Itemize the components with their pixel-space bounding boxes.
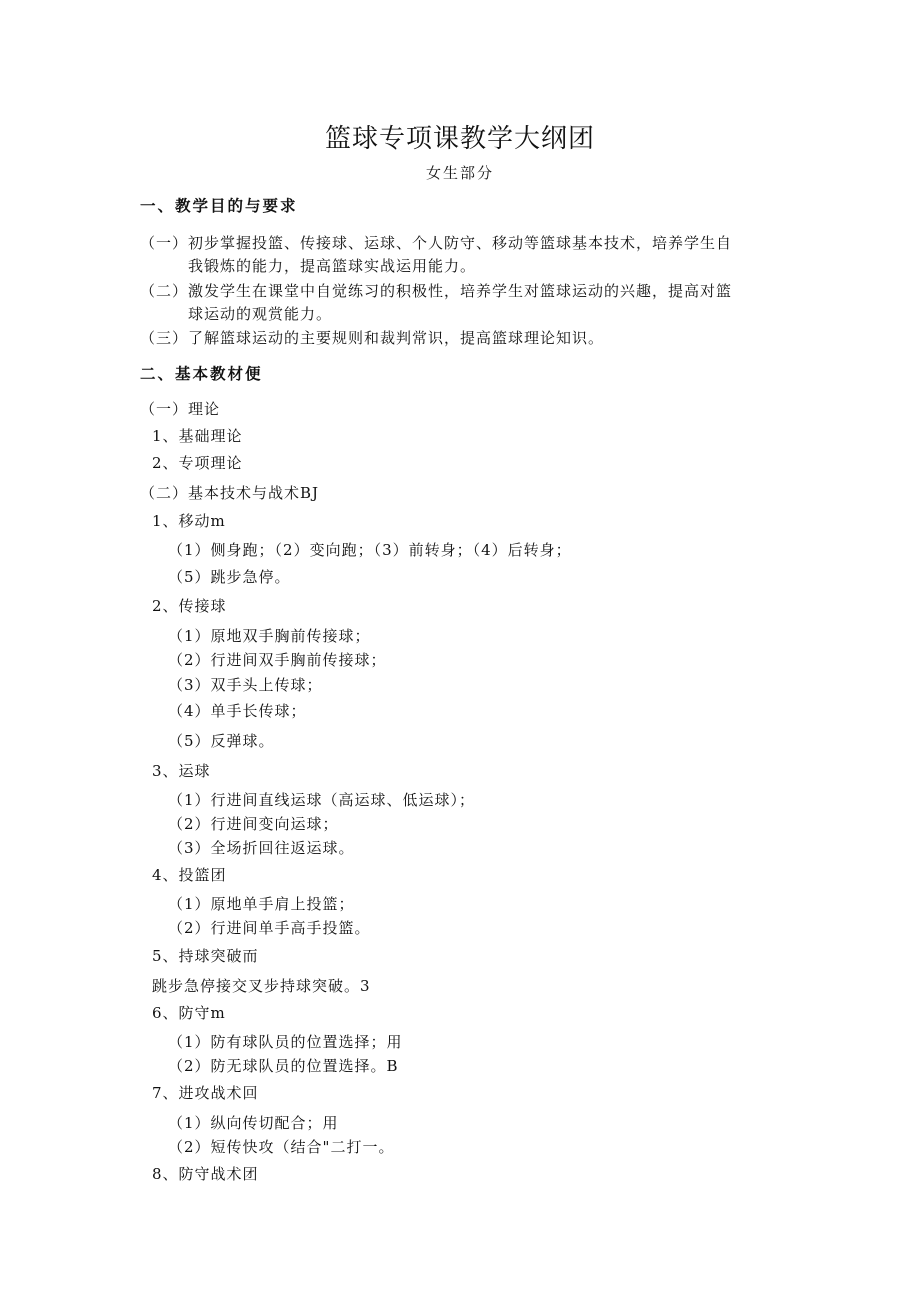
breakthrough-item-1: 跳步急停接交叉步持球突破。3 xyxy=(152,977,371,995)
theory-item-2: 2、专项理论 xyxy=(152,454,243,472)
section-heading-materials: 二、基本教材便 xyxy=(140,364,263,383)
move-items-line-1: （1）侧身跑；（2）变向跑；（3）前转身；（4）后转身； xyxy=(168,541,572,559)
dribble-item-1: （1）行进间直线运球（高运球、低运球）； xyxy=(168,791,476,809)
skill-breakthrough: 5、持球突破而 xyxy=(152,947,259,965)
defense-item-1: （1）防有球队员的位置选择；用 xyxy=(168,1033,403,1051)
pass-item-4: （4）单手长传球； xyxy=(168,702,307,720)
skill-move: 1、移动m xyxy=(152,512,226,530)
shoot-item-1: （1）原地单手肩上投篮； xyxy=(168,895,355,913)
skill-pass: 2、传接球 xyxy=(152,597,227,615)
document-subtitle: 女生部分 xyxy=(425,164,494,182)
theory-item-1: 1、基础理论 xyxy=(152,427,243,445)
shoot-item-2: （2）行进间单手高手投篮。 xyxy=(168,919,371,937)
document-title: 篮球专项课教学大纲团 xyxy=(324,124,595,154)
goal-item-2-line-1: （二）激发学生在课堂中自觉练习的积极性，培养学生对篮球运动的兴趣，提高对篮 xyxy=(140,282,733,300)
pass-item-5: （5）反弹球。 xyxy=(168,732,275,750)
dribble-item-3: （3）全场折回往返运球。 xyxy=(168,839,355,857)
pass-item-2: （2）行进间双手胸前传接球； xyxy=(168,651,387,669)
skill-defense-tactics: 8、防守战术团 xyxy=(152,1165,259,1183)
move-items-line-2: （5）跳步急停。 xyxy=(168,568,291,586)
goal-item-2-line-2: 球运动的观赏能力。 xyxy=(188,305,333,323)
skill-defense: 6、防守m xyxy=(152,1004,226,1022)
skill-dribble: 3、运球 xyxy=(152,762,211,780)
goal-item-1-line-2: 我锻炼的能力，提高篮球实战运用能力。 xyxy=(188,257,477,275)
defense-item-2: （2）防无球队员的位置选择。B xyxy=(168,1057,399,1075)
offense-item-2: （2）短传快攻（结合"二打一。 xyxy=(168,1138,395,1156)
skill-offense-tactics: 7、进攻战术回 xyxy=(152,1084,259,1102)
pass-item-3: （3）双手头上传球； xyxy=(168,676,323,694)
pass-item-1: （1）原地双手胸前传接球； xyxy=(168,627,371,645)
goal-item-3: （三）了解篮球运动的主要规则和裁判常识，提高篮球理论知识。 xyxy=(140,329,605,347)
offense-item-1: （1）纵向传切配合；用 xyxy=(168,1114,339,1132)
section-heading-goals: 一、教学目的与要求 xyxy=(140,196,298,215)
subsection-theory: （一）理论 xyxy=(140,400,221,418)
skill-shoot: 4、投篮团 xyxy=(152,866,227,884)
subsection-skills: （二）基本技术与战术BJ xyxy=(140,484,320,502)
goal-item-1-line-1: （一）初步掌握投篮、传接球、运球、个人防守、移动等篮球基本技术，培养学生自 xyxy=(140,234,733,252)
dribble-item-2: （2）行进间变向运球； xyxy=(168,815,339,833)
